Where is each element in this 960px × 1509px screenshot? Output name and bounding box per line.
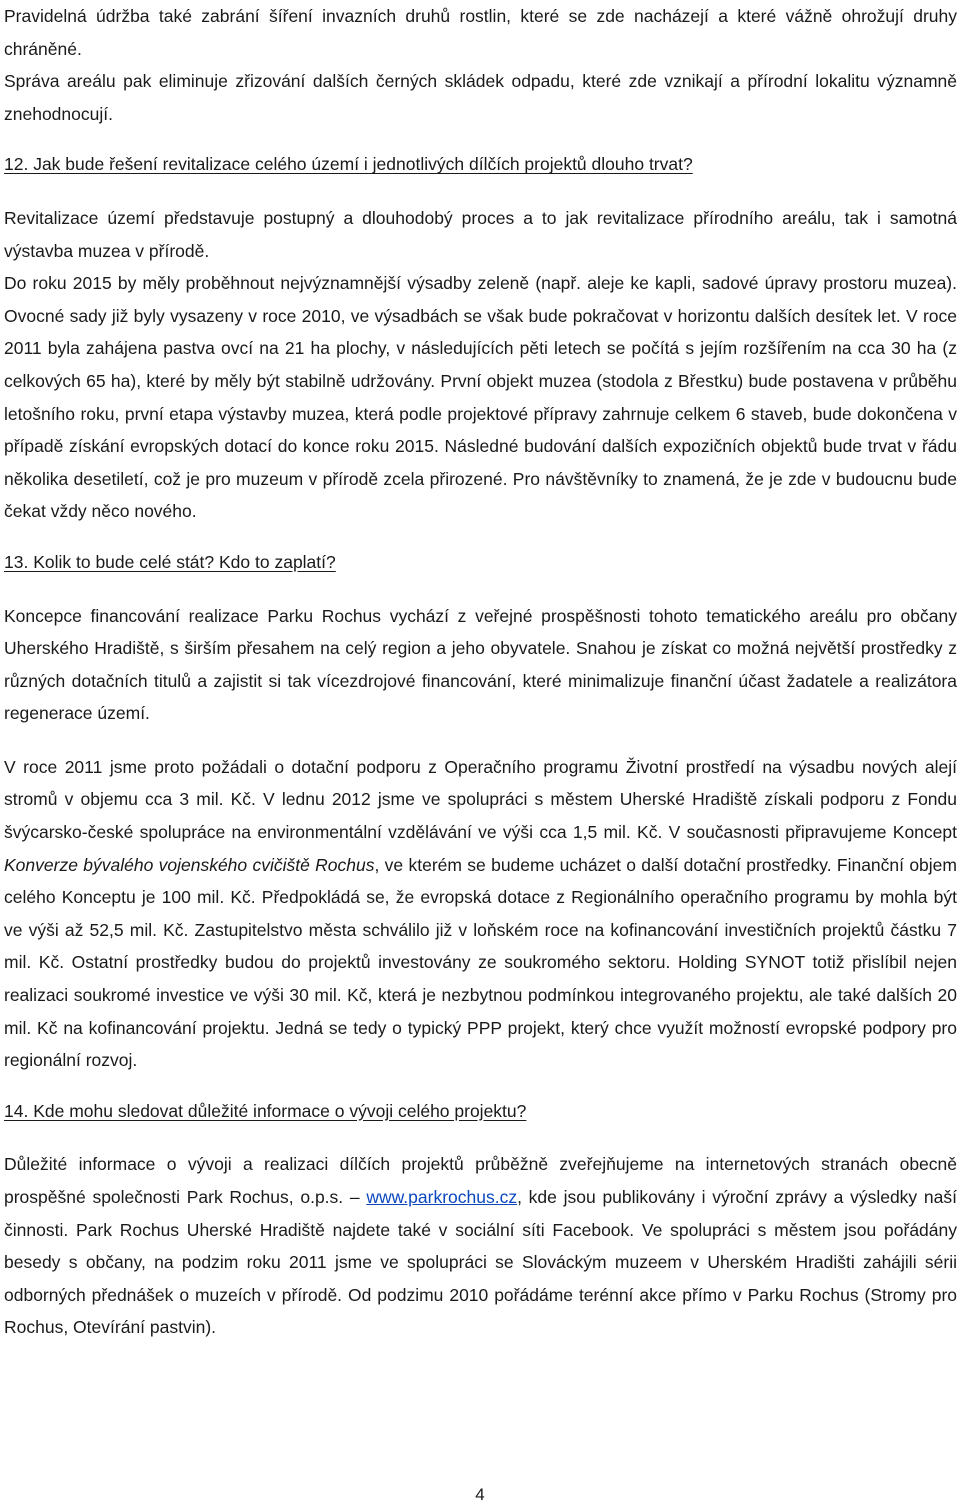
section-13-paragraph-2 [4,751,957,1077]
section-14-heading: 14. Kde mohu sledovat důležité informace o vývoji celého projektu? [4,1100,527,1121]
section-13-paragraph-1: Koncepce financování realizace Parku Rochus vychází z veřejné prospěšnosti tohoto tematického areálu pro občany Uherského Hradiště, s širším přesahem na celý region a jeho obyvatele. Snahou je získat co možná největší prostředky z různých dotačních titulů a zajistit si tak vícezdrojové financování, které minimalizuje finanční účast žadatele a realizátora regenerace území. [4,605,957,724]
intro-paragraph-1: Pravidelná údržba také zabrání šíření invazních druhů rostlin, které se zde nacházejí a které vážně ohrožují druhy chráněné. [4,6,957,59]
section-14-paragraph-1-end: , kde jsou publikovány i výroční zprávy a výsledky naší činnosti. Park Rochus Uherské Hradiště najdete také v sociální síti Facebook. Ve spolupráci s městem jsou pořádány besedy s občany, na podzim roku 2011 jsme ve spolupráci se Slováckým muzeem v Uherském Hradišti zahájili sérii odborných přednášek o muzeích v přírodě. Od podzimu 2010 pořádáme terénní akce přímo v Parku Rochus (Stromy pro Rochus, Otevírání pastvin). [4,1187,957,1338]
document-page [4,0,957,1344]
intro-paragraph-2: Správa areálu pak eliminuje zřizování dalších černých skládek odpadu, které zde vznikají a přírodní lokalitu významně znehodnocují. [4,71,957,124]
section-12-paragraph-2: Do roku 2015 by měly proběhnout nejvýznamnější výsadby zeleně (např. aleje ke kapli, sadové úpravy prostoru muzea). Ovocné sady již byly vysazeny v roce 2010, ve výsadbách se však bude pokračovat v horizontu dalších desítek let. V roce 2011 byla zahájena pastva ovcí na 21 ha plochy, v následujících pěti letech se počítá s jejím rozšířením na cca 30 ha (z celkových 65 ha), které by měly být stabilně udržovány. První objekt muzea (stodola z Břestku) bude postavena v průběhu letošního roku, první etapa výstavby muzea, která podle projektové přípravy zahrnuje celkem 6 staveb, bude dokončena v případě získání evropských dotací do konce roku 2015. Následné budování dalších expozičních objektů bude trvat v řádu několika desetiletí, což je pro muzeum v přírodě zcela přirozené. Pro návštěvníky to znamená, že je zde v budoucnu bude čekat vždy něco nového. [4,273,957,522]
page-number: 4 [475,1485,485,1504]
section-13-paragraph-2-end: , ve kterém se budeme ucházet o další dotační prostředky. Finanční objem celého Konceptu je 100 mil. Kč. Předpokládá se, že evropská dotace z Regionálního operačního programu by mohla být ve výši až 52,5 mil. Kč. Zastupitelstvo města schválilo již v loňském roce na kofinancování investičních projektů částku 7 mil. Kč. Ostatní prostředky budou do projektů investovány ze soukromého sektoru. Holding SYNOT totiž přislíbil nejen realizaci soukromé investice ve výši 30 mil. Kč, která je nezbytnou podmínkou integrovaného projektu, ale také dalších 20 mil. Kč na kofinancování projektu. Jedná se tedy o typický PPP projekt, který chce využít možností evropské podpory pro regionální rozvoj. [4,854,957,1071]
parkrochus-website-link[interactable]: www.parkrochus.cz [366,1187,518,1207]
section-12-paragraph-1: Revitalizace území představuje postupný a dlouhodobý proces a to jak revitalizace přírodního areálu, tak i samotná výstavba muzea v přírodě. [4,207,957,261]
section-14-paragraph-1 [4,1148,957,1344]
section-14-paragraph-1-start: Důležité informace o vývoji a realizaci dílčích projektů průběžně zveřejňujeme na internetových stranách obecně prospěšné společnosti Park Rochus, o.p.s. – [4,1154,957,1207]
concept-title: Konverze bývalého vojenského cvičiště Rochus [4,854,375,875]
section-13-paragraph-2-start: V roce 2011 jsme proto požádali o dotační podporu z Operačního programu Životní prostředí na výsadbu nových alejí stromů v objemu cca 3 mil. Kč. V lednu 2012 jsme ve spolupráci s městem Uherské Hradiště získali podporu z Fondu švýcarsko-české spolupráce na environmentální vzdělávání ve výši cca 1,5 mil. Kč. V současnosti připravujeme Koncept [4,756,957,843]
section-12-heading: 12. Jak bude řešení revitalizace celého území i jednotlivých dílčích projektů dlouho trvat? [4,154,693,175]
section-13-heading: 13. Kolik to bude celé stát? Kdo to zaplatí? [4,551,336,572]
